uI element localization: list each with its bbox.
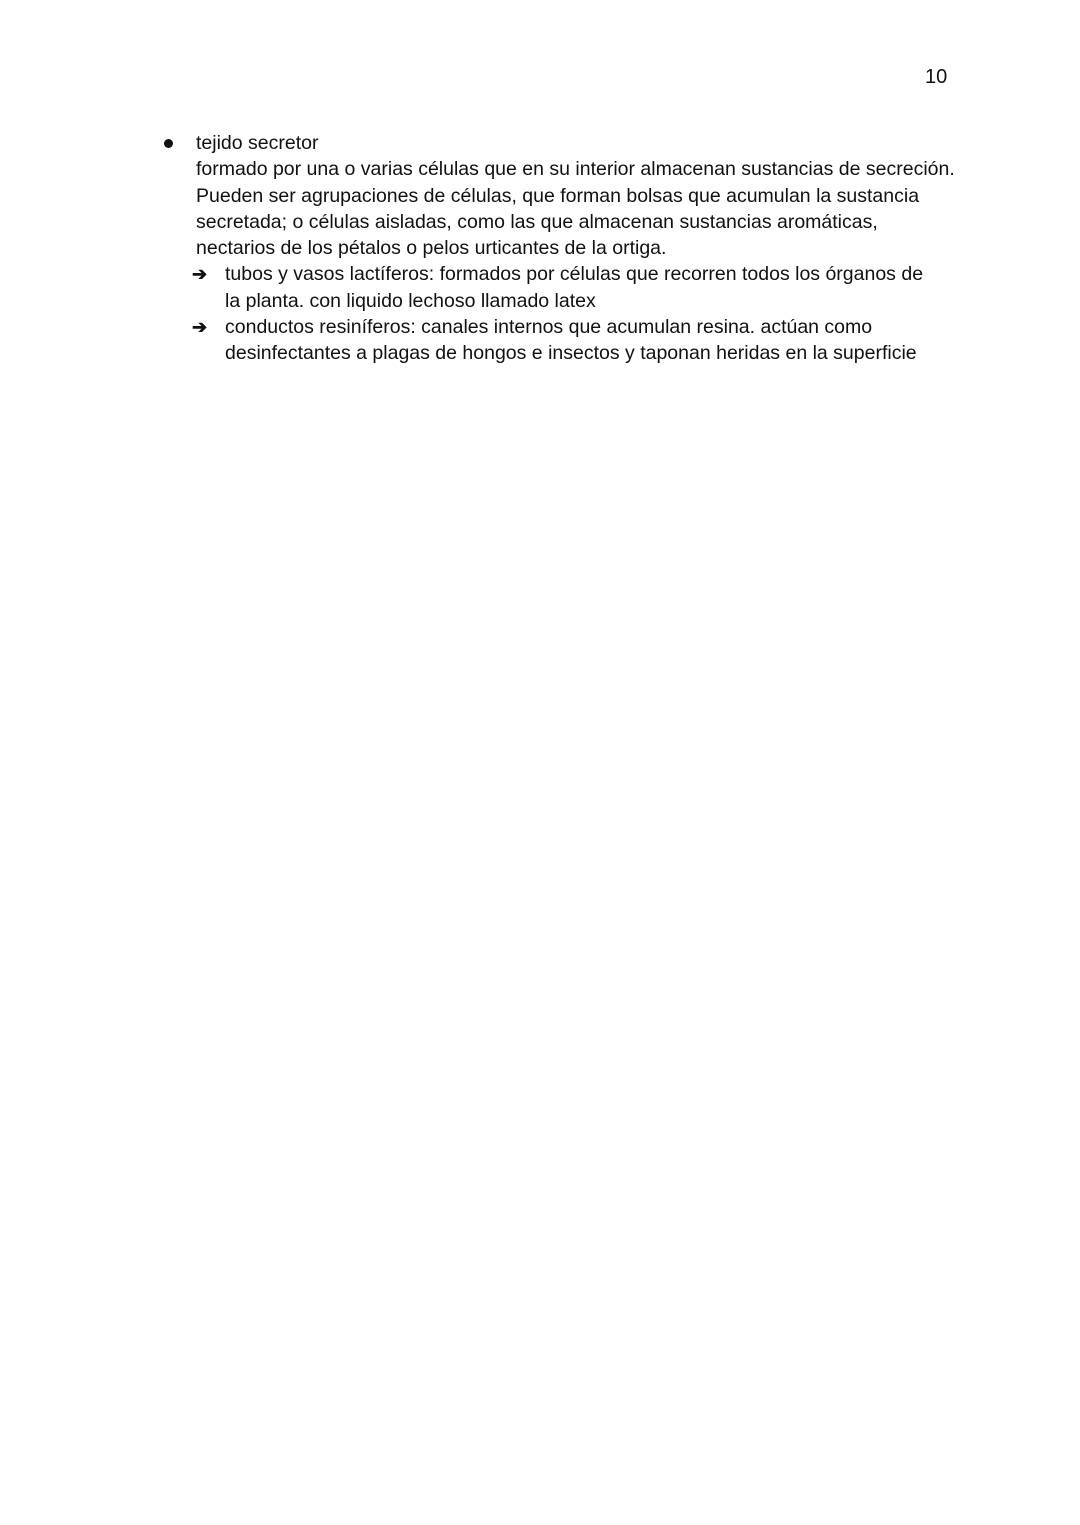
item-paragraph: formado por una o varias células que en su interior almacenan sustancias de secreción. Pueden ser agrupaciones de células, que forman bolsas que acumulan la sustancia secretada; o células aisladas, como las que almacenan sustancias aromáticas, nectarios de los pétalos o pelos urticantes de la ortiga. xyxy=(196,158,955,260)
sub-list xyxy=(160,261,960,366)
sub-list-item-lactiferos xyxy=(160,261,960,314)
sub-item-text: tubos y vasos lactíferos: formados por células que recorren todos los órganos de la planta. con liquido lechoso llamado latex xyxy=(225,263,924,312)
arrow-right-icon: ➔ xyxy=(192,264,208,285)
sub-item-text: conductos resiníferos: canales internos que acumulan resina. actúan como desinfectantes a plagas de hongos e insectos y taponan heridas en la superficie xyxy=(225,316,917,365)
item-title: tejido secretor xyxy=(196,132,319,154)
list-item-tejido-secretor xyxy=(160,130,960,261)
arrow-right-icon: ➔ xyxy=(192,317,208,338)
bullet-dot-icon xyxy=(164,139,173,148)
document-content xyxy=(160,130,960,367)
page-number: 10 xyxy=(925,66,948,88)
sub-list-item-resiniferos xyxy=(160,314,960,367)
